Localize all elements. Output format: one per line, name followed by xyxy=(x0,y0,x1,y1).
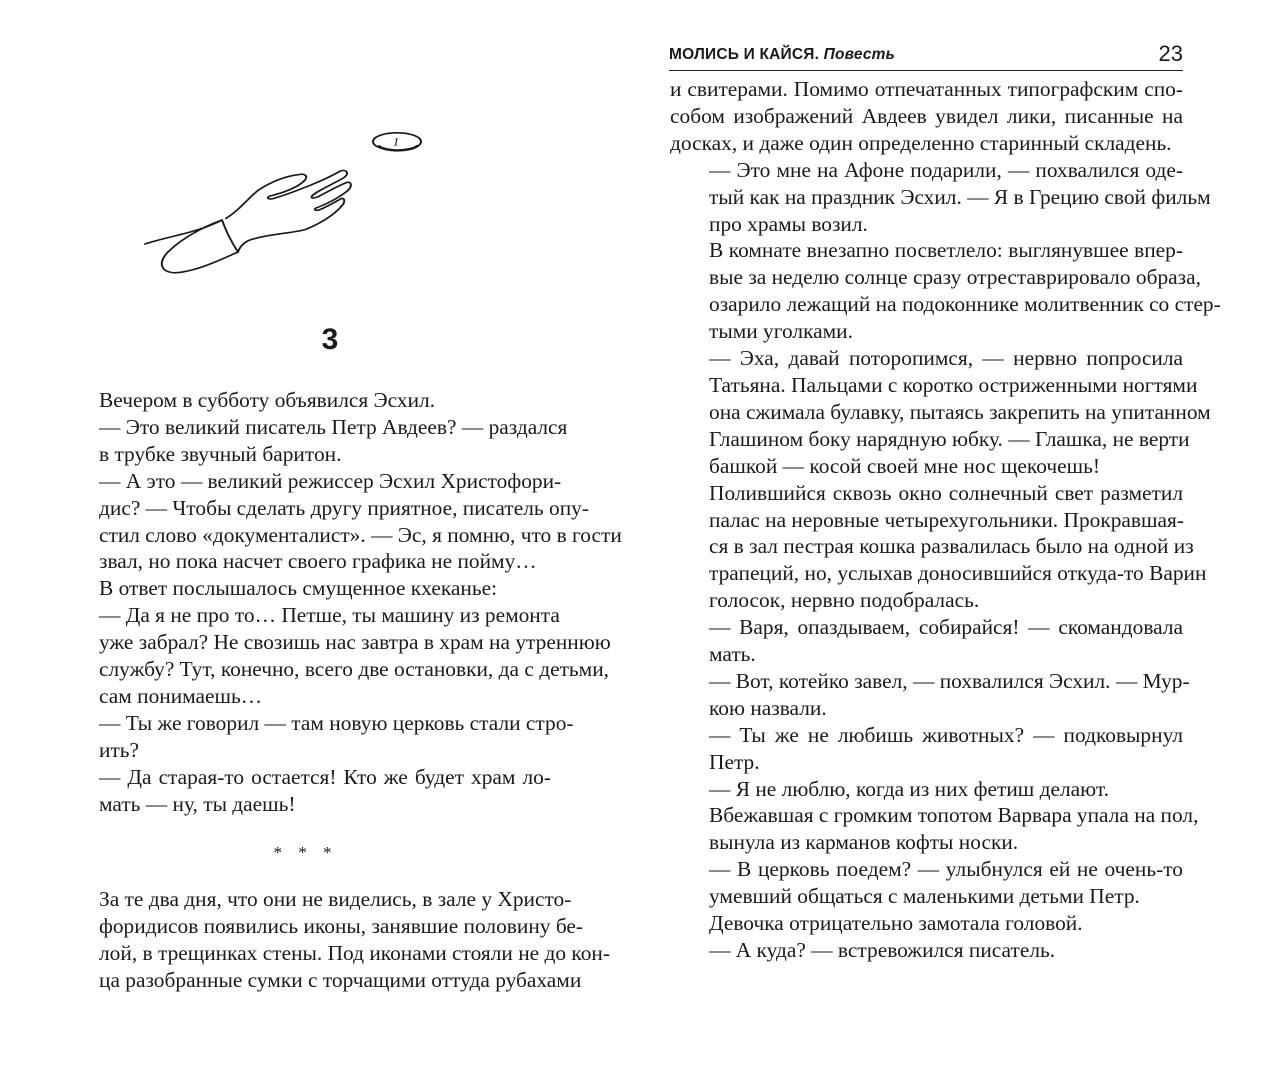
paragraph xyxy=(60,575,551,602)
paragraph xyxy=(60,886,611,994)
text-line: в трубке звучный баритон. xyxy=(99,441,342,466)
book-subtitle: Повесть xyxy=(823,46,896,63)
text-line: вынула из карманов кофты носки. xyxy=(709,830,1019,855)
paragraph xyxy=(670,776,1183,803)
right-page-text xyxy=(670,76,1221,964)
hand xyxy=(226,170,351,252)
text-line: тый как на праздник Эсхил. — Я в Грецию свой фильм xyxy=(709,184,1211,209)
left-page xyxy=(0,0,630,1080)
text-line: В ответ послышалось смущенное кхеканье: xyxy=(99,576,498,601)
text-line: собом изображений Авдеев увидел лики, писанные на xyxy=(670,103,1183,128)
text-line: вые за неделю солнце сразу отреставрировало образа, xyxy=(709,265,1201,290)
left-page-text-after-separator xyxy=(60,886,611,994)
paragraph xyxy=(60,414,568,468)
text-line: про храмы возил. xyxy=(709,211,868,236)
text-line: — Это великий писатель Петр Авдеев? — раздался xyxy=(99,414,568,439)
text-line: трапеций, но, услыхав доносившийся откуда-то Варин xyxy=(709,561,1207,586)
text-line: — Да я не про то… Петше, ты машину из ремонта xyxy=(99,603,560,628)
text-line: и свитерами. Помимо отпечатанных типографским спо- xyxy=(670,77,1183,101)
paragraph xyxy=(60,710,574,764)
text-line: Вечером в субботу объявился Эсхил. xyxy=(99,388,436,412)
paragraph xyxy=(670,237,1221,345)
text-line: Девочка отрицательно замотала головой. xyxy=(709,911,1083,936)
left-page-text xyxy=(60,387,622,818)
text-line: башкой — косой своей мне нос щекочешь! xyxy=(709,453,1100,478)
book-title-text: МОЛИСЬ И КАЙСЯ. xyxy=(669,46,820,63)
paragraph xyxy=(670,802,1199,856)
book-title xyxy=(669,46,895,64)
text-line: Глашином боку нарядную юбку. — Глашка, не верти xyxy=(709,426,1190,451)
text-line: — Варя, опаздываем, собирайся! — скомандовала xyxy=(709,615,1183,640)
text-line: форидисов появились иконы, занявшие половину бе- xyxy=(99,913,584,938)
text-line: тыми уголками. xyxy=(709,319,853,344)
text-line: службу? Тут, конечно, всего две остановки, да с детьми, xyxy=(99,657,610,682)
text-line: — Ты же говорил — там новую церковь стали стро- xyxy=(99,710,574,735)
paragraph xyxy=(670,856,1183,910)
arm-line xyxy=(145,220,222,244)
text-line: — Я не люблю, когда из них фетиш делают. xyxy=(709,776,1109,801)
text-line: — А куда? — встревожился писатель. xyxy=(709,938,1056,962)
text-line: Татьяна. Пальцами с коротко остриженными ногтями xyxy=(709,372,1198,397)
text-line: — Да старая-то остается! Кто же будет храм ло- xyxy=(99,764,551,789)
section-separator: * * * xyxy=(273,843,338,862)
text-line: она сжимала булавку, пытаясь закрепить на упитанном xyxy=(709,399,1211,424)
text-line: — Вот, котейко завел, — похвалился Эсхил. — Мур- xyxy=(709,668,1190,693)
paragraph xyxy=(670,722,1183,776)
text-line: ца разобранные сумки с торчащими оттуда рубахами xyxy=(99,967,582,992)
paragraph xyxy=(670,480,1207,615)
text-line: стил слово «документалист». — Эс, я помню, что в гости xyxy=(99,522,622,547)
paragraph xyxy=(670,157,1211,238)
text-line: озарило лежащий на подоконнике молитвенник со стер- xyxy=(709,292,1221,317)
text-line: лой, в трещинках стены. Под иконами стояли не до кон- xyxy=(99,940,611,965)
text-line: умевший общаться с маленькими детьми Петр. xyxy=(709,884,1140,909)
paragraph xyxy=(670,937,1183,964)
text-line: В комнате внезапно посветлело: выглянувшее впер- xyxy=(709,238,1183,263)
text-line: — В церковь поедем? — улыбнулся ей не очень-то xyxy=(709,857,1183,882)
text-line: Полившийся сквозь окно солнечный свет разметил xyxy=(709,480,1183,505)
text-line: ить? xyxy=(99,737,140,762)
text-line: — Ты же не любишь животных? — подковырнул xyxy=(709,722,1183,747)
text-line: Петр. xyxy=(709,749,760,774)
paragraph xyxy=(60,468,622,576)
paragraph xyxy=(670,76,1183,157)
text-line: мать — ну, ты даешь! xyxy=(99,791,296,816)
text-line: — Это мне на Афоне подарили, — похвалился оде- xyxy=(709,157,1183,182)
text-line: уже забрал? Не свозишь нас завтра в храм на утреннюю xyxy=(99,630,611,655)
text-line: сам понимаешь… xyxy=(99,683,263,708)
paragraph xyxy=(60,602,611,710)
text-line: досках, и даже один определенно старинный складень. xyxy=(670,130,1172,155)
paragraph xyxy=(670,614,1183,668)
text-line: дис? — Чтобы сделать другу приятное, писатель опу- xyxy=(99,495,589,520)
text-line: ся в зал пестрая кошка развалилась было на одной из xyxy=(709,534,1194,559)
hand-illustration xyxy=(130,120,450,320)
running-head xyxy=(669,40,1183,71)
paragraph xyxy=(670,910,1183,937)
text-line: звал, но пока насчет своего графика не пойму… xyxy=(99,549,537,574)
coin-label: 1 xyxy=(392,135,400,149)
paragraph xyxy=(670,668,1190,722)
text-line: За те два дня, что они не виделись, в зале у Христо- xyxy=(99,887,572,911)
text-line: — А это — великий режиссер Эсхил Христофори- xyxy=(99,468,562,493)
text-line: палас на неровные четырехугольники. Прокравшая- xyxy=(709,507,1184,532)
text-line: кою назвали. xyxy=(709,695,827,720)
paragraph xyxy=(60,387,551,414)
text-line: — Эха, давай поторопимся, — нервно попросила xyxy=(709,346,1183,371)
text-line: мать. xyxy=(709,642,756,667)
text-line: Вбежавшая с громким топотом Варвара упала на пол, xyxy=(709,803,1199,828)
chapter-number: 3 xyxy=(321,323,339,356)
sleeve xyxy=(162,220,238,273)
right-page xyxy=(630,0,1261,1080)
paragraph xyxy=(670,345,1211,480)
page-number: 23 xyxy=(1158,41,1183,66)
text-line: голосок, нервно подобралась. xyxy=(709,588,980,613)
coin-icon xyxy=(373,133,421,151)
paragraph xyxy=(60,764,551,818)
